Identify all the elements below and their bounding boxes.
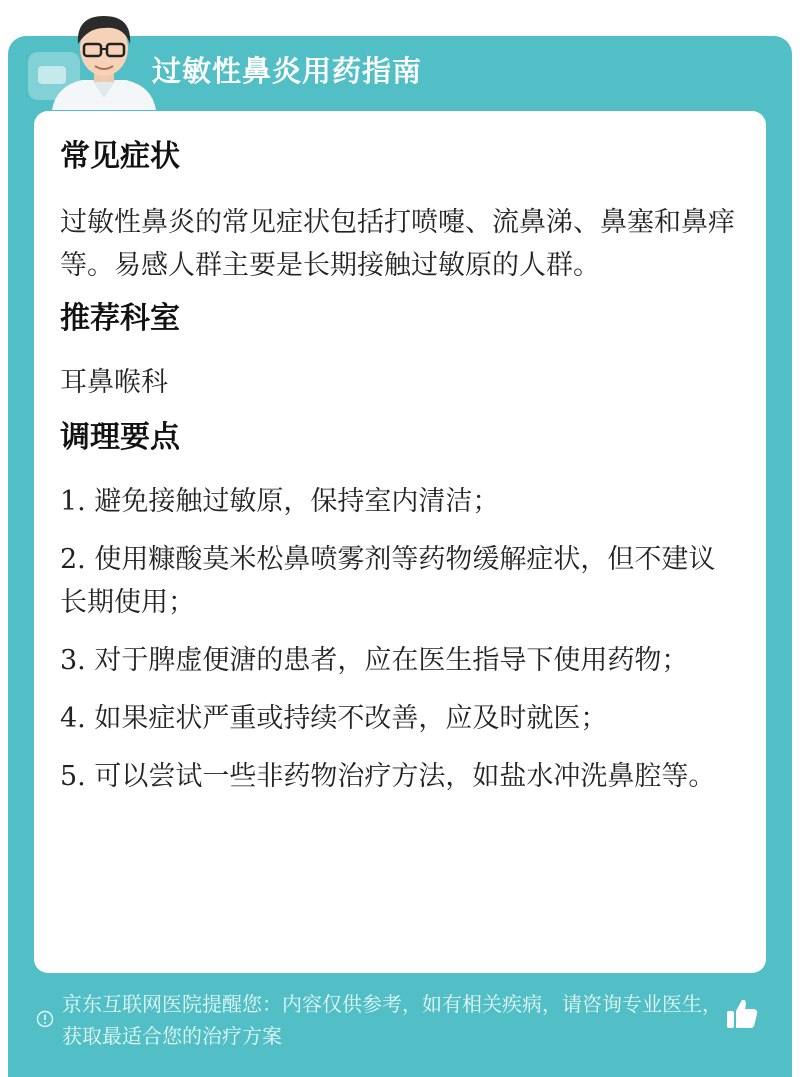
list-item: 4. 如果症状严重或持续不改善，应及时就医； bbox=[60, 703, 608, 734]
care-list bbox=[60, 480, 742, 798]
doctor-avatar-icon bbox=[48, 6, 160, 110]
care-heading: 调理要点 bbox=[60, 420, 180, 455]
symptoms-text: 过敏性鼻炎的常见症状包括打喷嚏、流鼻涕、鼻塞和鼻痒等。易感人群主要是长期接触过敏原的人群。 bbox=[60, 207, 735, 281]
thumbs-up-icon[interactable] bbox=[724, 996, 760, 1032]
symptoms-heading: 常见症状 bbox=[60, 139, 180, 174]
list-item: 5. 可以尝试一些非药物治疗方法，如盐水冲洗鼻腔等。 bbox=[60, 761, 716, 792]
list-item: 2. 使用糠酸莫米松鼻喷雾剂等药物缓解症状，但不建议长期使用； bbox=[60, 544, 716, 618]
page-title: 过敏性鼻炎用药指南 bbox=[152, 54, 423, 88]
list-item: 1. 避免接触过敏原，保持室内清洁； bbox=[60, 486, 500, 517]
disclaimer-text: 京东互联网医院提醒您：内容仅供参考，如有相关疾病，请咨询专业医生，获取最适合您的治疗方案 bbox=[62, 992, 722, 1048]
department-text: 耳鼻喉科 bbox=[60, 367, 168, 398]
department-heading: 推荐科室 bbox=[60, 301, 180, 336]
info-icon bbox=[36, 1010, 54, 1028]
content-card bbox=[34, 111, 766, 973]
list-item: 3. 对于脾虚便溏的患者，应在医生指导下使用药物； bbox=[60, 645, 689, 676]
